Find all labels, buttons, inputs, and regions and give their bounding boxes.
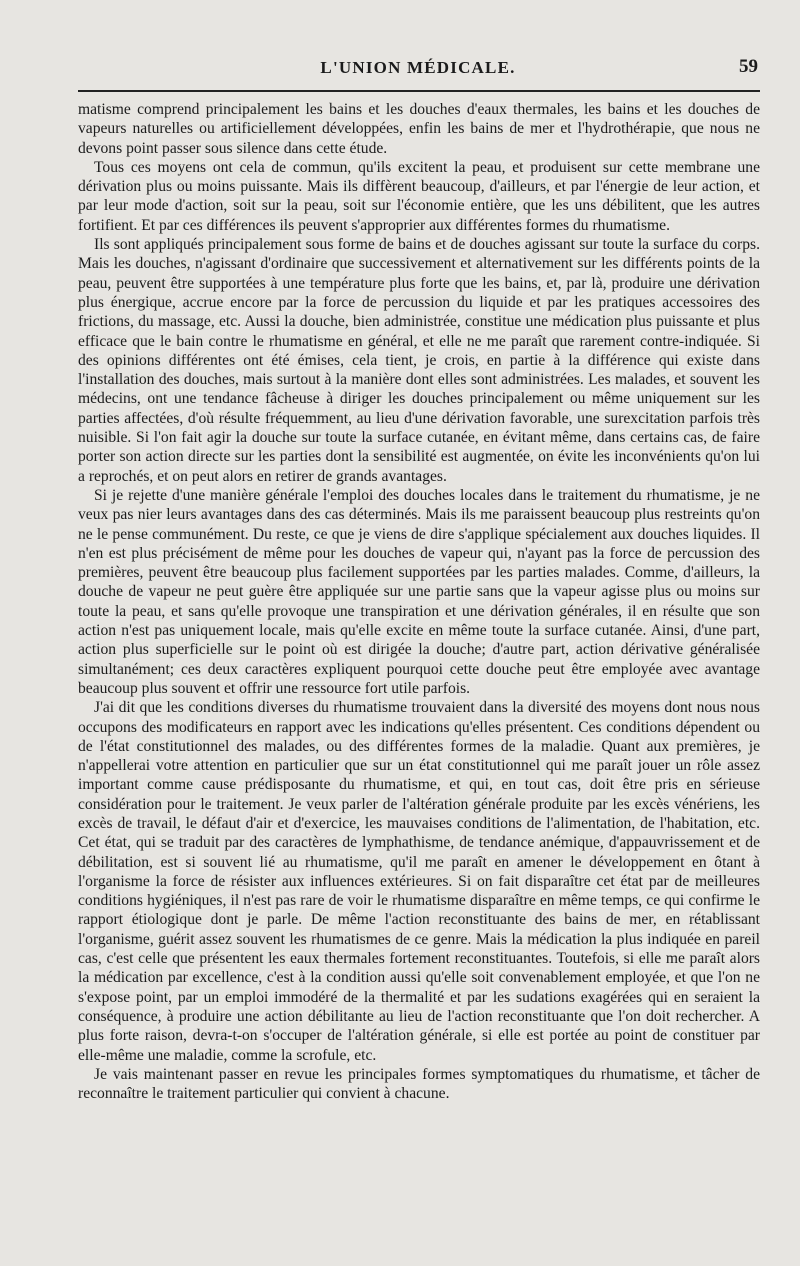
paragraph: J'ai dit que les conditions diverses du rhumatisme trouvaient dans la diversité des moyens dont nous nous occupons des modificateurs en rapport avec les indications qu'elles présentent. Ces conditions dépendent ou de l'état constitutionnel des malades, ou des différentes formes de la maladie. Quant aux premières, je n'appellerai votre attention en particulier que sur un état constitutionnel qui me paraît jouer un rôle assez important comme cause prédisposante du rhumatisme, et qui, en tout cas, doit être pris en sérieuse considération pour le traitement. Je veux parler de l'altération générale produite par les excès vénériens, les excès de travail, le défaut d'air et d'exercice, les mauvaises conditions de l'alimentation, de l'habitation, etc. Cet état, qui se traduit par des caractères de lymphathisme, de tendance anémique, d'appauvrissement et de débilitation, est si souvent lié au rhumatisme, qu'il me paraît en amener le développement en ôtant à l'organisme la force de résister aux influences extérieures. Si on fait disparaître cet état par de meilleures conditions hygiéniques, il n'est pas rare de voir le rhumatisme disparaître en même temps, ce qui confirme le rapport étiologique dont je parle. De même l'action reconstituante des bains de mer, en rétablissant l'organisme, guérit assez souvent les rhumatismes de ce genre. Mais la médication la plus indiquée en pareil cas, c'est celle que présentent les eaux thermales fortement reconstituantes. Toutefois, si elle me paraît alors la médication par excellence, c'est à la condition aussi qu'elle soit convenablement employée, et que l'on ne s'expose point, par un emploi immodéré de la thermalité et par les sudations exagérées qui en seraient la conséquence, à produire une action débilitante au lieu de l'action reconstituante que l'on doit rechercher. A plus forte raison, devra-t-on s'occuper de l'altération générale, si elle est portée au point de constituer par elle-même une maladie, comme la scrofule, etc. bbox=[78, 699, 760, 1064]
paragraph: Je vais maintenant passer en revue les principales formes symptomatiques du rhumatisme, et tâcher de reconnaître le traitement particulier qui convient à chacune. bbox=[78, 1065, 760, 1103]
paragraph: matisme comprend principalement les bains et les douches d'eaux thermales, les bains et les douches de vapeurs naturelles ou artificiellement développées, enfin les bains de mer et l'hydrothérapie, que nous ne devons point passer sous silence dans cette étude. bbox=[78, 101, 760, 157]
page-header bbox=[78, 56, 758, 86]
body-text bbox=[78, 100, 760, 1103]
running-title: L'UNION MÉDICALE. bbox=[320, 58, 516, 77]
paragraph: Ils sont appliqués principalement sous forme de bains et de douches agissant sur toute la surface du corps. Mais les douches, n'agissant d'ordinaire que successivement et alternativement sur les différents points de la peau, peuvent être supportées à une température plus forte que les bains, et, par là, produire une dérivation plus énergique, accrue encore par la force de percussion du liquide et par les pratiques accessoires des frictions, du massage, etc. Aussi la douche, bien administrée, constitue une médication plus puissante et plus efficace que le bain contre le rhumatisme en général, et elle ne me paraît que rarement contre-indiquée. Si des opinions différentes ont été émises, cela tient, je crois, en partie à la différence qui existe dans l'installation des douches, mais surtout à la manière dont elles sont administrées. Les malades, et souvent les médecins, ont une tendance fâcheuse à diriger les douches principalement ou même uniquement sur les parties affectées, d'où résulte fréquemment, au lieu d'une dérivation favorable, une surexcitation parfois très nuisible. Si l'on fait agir la douche sur toute la surface cutanée, en évitant même, dans certains cas, de faire porter son action directe sur les parties dont la sensibilité est augmentée, on évite les inconvénients qu'on lui a reprochés, et on peut alors en retirer de grands avantages. bbox=[78, 236, 760, 485]
page-number: 59 bbox=[739, 56, 758, 77]
paragraph: Si je rejette d'une manière générale l'emploi des douches locales dans le traitement du rhumatisme, je ne veux pas nier leurs avantages dans des cas déterminés. Mais ils me paraissent beaucoup plus restreints qu'on ne le pense communément. Du reste, ce que je viens de dire s'applique spécialement aux douches liquides. Il n'en est plus précisément de même pour les douches de vapeur qui, n'ayant pas la force de percussion des premières, peuvent être beaucoup plus facilement supportées par les parties malades. Comme, d'ailleurs, la douche de vapeur ne peut guère être appliquée sur une partie sans que la vapeur agisse plus ou moins sur toute la peau, et sans qu'elle provoque une transpiration et une dérivation générales, il en résulte que son action n'est pas uniquement locale, mais qu'elle excite en même toute la surface cutanée. Ainsi, d'une part, action plus superficielle sur le point où est dirigée la douche; d'autre part, action dérivative généralisée simultanément; ces deux caractères expliquent pourquoi cette douche peut être employée avec avantage beaucoup plus souvent et offrir une ressource fort utile parfois. bbox=[78, 486, 760, 697]
paragraph: Tous ces moyens ont cela de commun, qu'ils excitent la peau, et produisent sur cette membrane une dérivation plus ou moins puissante. Mais ils diffèrent beaucoup, d'ailleurs, et par l'énergie de leur action, et par leur mode d'action, soit sur la peau, soit sur l'économie entière, que les uns débilitent, que les autres fortifient. Et par ces différences ils peuvent s'approprier aux différentes formes du rhumatisme. bbox=[78, 158, 760, 234]
header-rule bbox=[78, 90, 760, 92]
